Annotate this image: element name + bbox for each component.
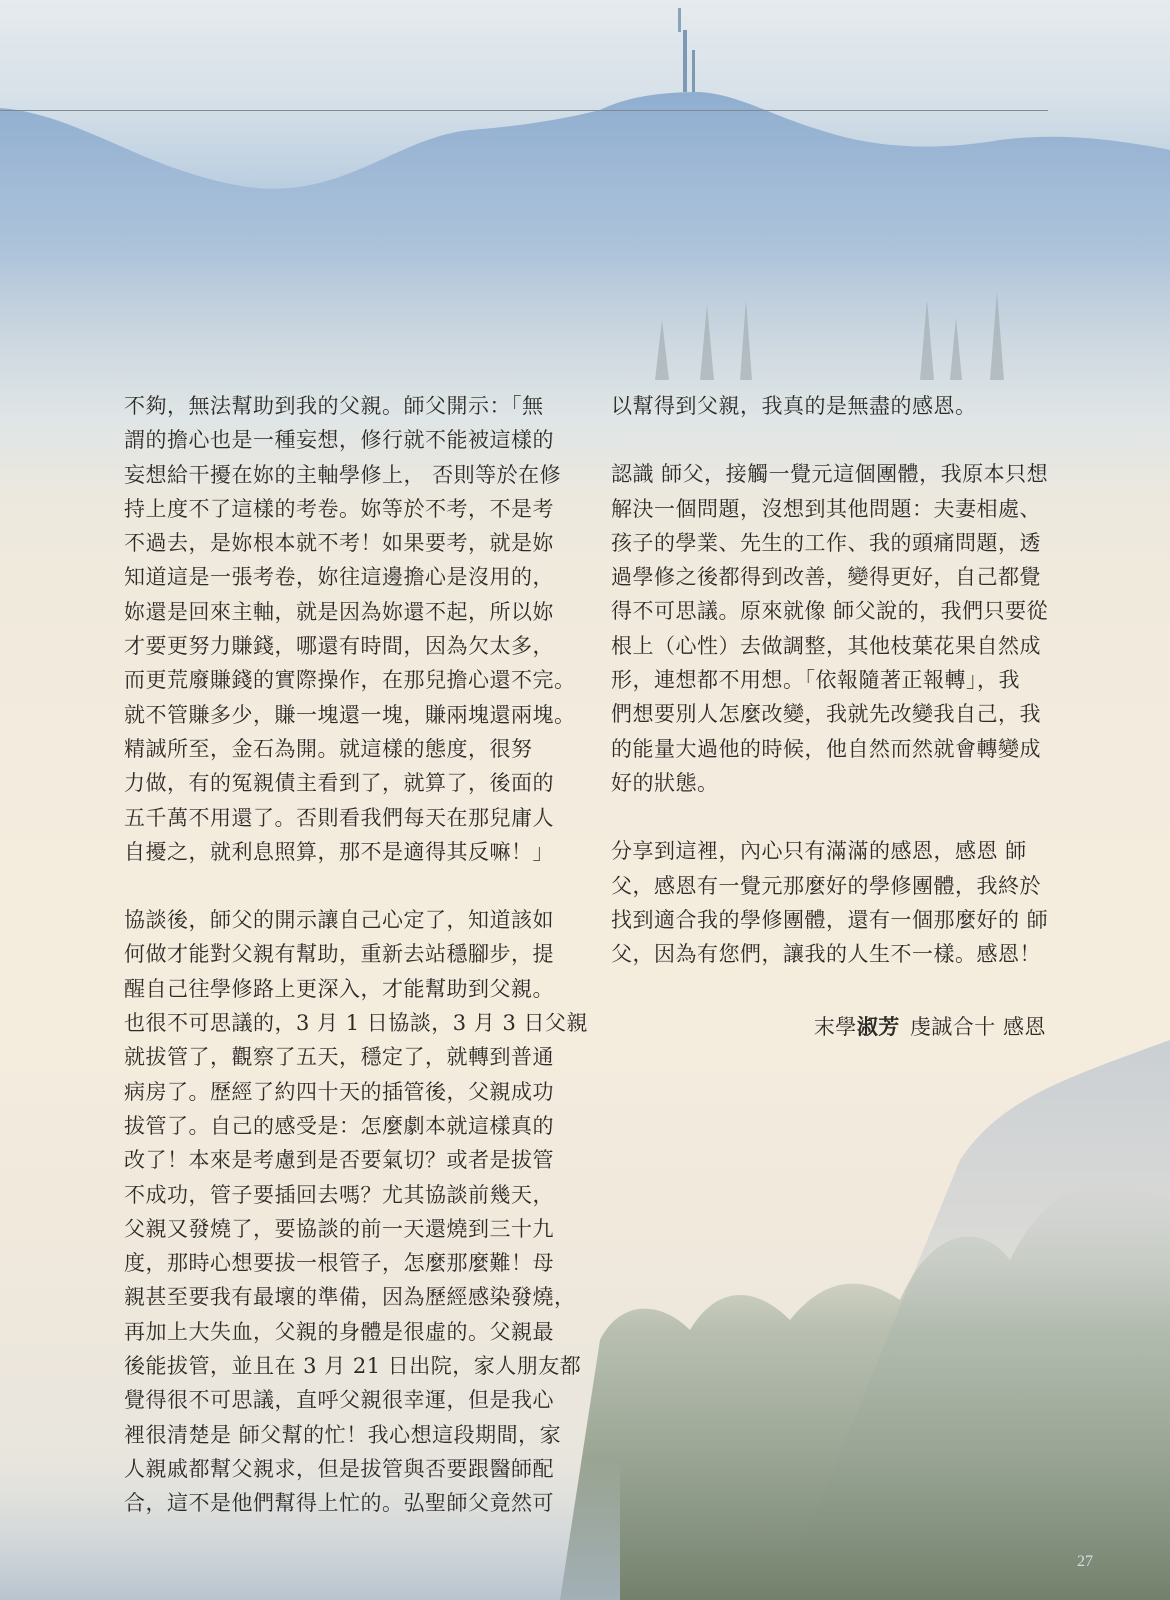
text-line: 五千萬不用還了。否則看我們每天在那兒庸人 xyxy=(124,805,554,830)
text-line: 也很不可思議的，3 月 1 日協談，3 月 3 日父親 xyxy=(124,1011,588,1036)
text-line: 找到適合我的學修團體，還有一個那麼好的 師 xyxy=(611,907,1049,932)
signature xyxy=(814,1011,1046,1041)
text-line: 謂的擔心也是一種妄想，修行就不能被這樣的 xyxy=(124,428,554,453)
page-number: 27 xyxy=(1077,1553,1093,1570)
text-line: 就拔管了，觀察了五天，穩定了，就轉到普通 xyxy=(124,1045,554,1070)
text-line: 就不管賺多少，賺一塊還一塊，賺兩塊還兩塊。 xyxy=(124,702,576,727)
text-line: 好的狀態。 xyxy=(611,770,719,795)
text-line: 妳還是回來主軸，就是因為妳還不起，所以妳 xyxy=(124,599,554,624)
text-line: 父親又發燒了，要協談的前一天還燒到三十九 xyxy=(124,1216,554,1241)
right-paragraph-3 xyxy=(611,834,1051,971)
text-line: 病房了。歷經了約四十天的插管後，父親成功 xyxy=(124,1079,554,1104)
text-line: 形，連想都不用想。「依報隨著正報轉」，我 xyxy=(611,668,1020,693)
text-line: 父，因為有您們，讓我的人生不一樣。感恩！ xyxy=(611,942,1041,967)
text-line: 知道這是一張考卷，妳往這邊擔心是沒用的， xyxy=(124,565,554,590)
signature-suffix: 虔誠合十 感恩 xyxy=(909,1015,1046,1039)
text-line: 改了！本來是考慮到是否要氣切？或者是拔管 xyxy=(124,1148,554,1173)
text-line: 不過去，是妳根本就不考！如果要考，就是妳 xyxy=(124,531,554,556)
right-text-column xyxy=(611,389,1051,971)
header-rule xyxy=(0,110,1048,111)
right-paragraph-1 xyxy=(611,389,1051,423)
text-line: 孩子的學業、先生的工作、我的頭痛問題，透 xyxy=(611,530,1041,555)
text-line: 持上度不了這樣的考卷。妳等於不考，不是考 xyxy=(124,496,554,521)
text-line: 以幫得到父親，我真的是無盡的感恩。 xyxy=(611,394,977,418)
text-line: 力做，有的冤親債主看到了，就算了，後面的 xyxy=(124,771,554,796)
text-line: 妄想給干擾在妳的主軸學修上， 否則等於在修 xyxy=(124,462,562,487)
text-line: 醒自己往學修路上更深入，才能幫助到父親。 xyxy=(124,976,554,1001)
text-line: 分享到這裡，內心只有滿滿的感恩，感恩 師 xyxy=(611,839,1027,864)
text-line: 協談後，師父的開示讓自己心定了，知道該如 xyxy=(124,908,554,933)
left-paragraph-1 xyxy=(124,389,576,869)
text-line: 認識 師父，接觸一覺元這個團體，我原本只想 xyxy=(611,462,1049,487)
text-line: 而更荒廢賺錢的實際操作，在那兒擔心還不完。 xyxy=(124,668,576,693)
text-line: 後能拔管，並且在 3 月 21 日出院，家人朋友都 xyxy=(124,1354,582,1379)
right-paragraph-2 xyxy=(611,457,1051,800)
text-line: 的能量大過他的時候，他自然而然就會轉變成 xyxy=(611,736,1041,761)
text-line: 人親戚都幫父親求，但是拔管與否要跟醫師配 xyxy=(124,1456,554,1481)
text-line: 合，這不是他們幫得上忙的。弘聖師父竟然可 xyxy=(124,1491,554,1516)
text-line: 根上（心性）去做調整，其他枝葉花果自然成 xyxy=(611,633,1041,658)
text-line: 何做才能對父親有幫助，重新去站穩腳步，提 xyxy=(124,942,554,967)
text-line: 得不可思議。原來就像 師父說的，我們只要從 xyxy=(611,599,1049,624)
text-line: 精誠所至，金石為開。就這樣的態度，很努 xyxy=(124,736,533,761)
text-line: 不夠，無法幫助到我的父親。師父開示：「無 xyxy=(124,394,544,418)
text-line: 自擾之，就利息照算，那不是適得其反嘛！」 xyxy=(124,839,554,864)
signature-prefix: 末學 xyxy=(813,1015,857,1039)
text-line: 親甚至要我有最壞的準備，因為歷經感染發燒， xyxy=(124,1285,576,1310)
text-line: 過學修之後都得到改善，變得更好，自己都覺 xyxy=(611,565,1041,590)
signature-name: 淑芳 xyxy=(856,1014,900,1039)
text-line: 度，那時心想要拔一根管子，怎麼那麼難！母 xyxy=(124,1251,554,1276)
left-text-column xyxy=(124,389,588,1521)
text-line: 再加上大失血，父親的身體是很虛的。父親最 xyxy=(124,1319,554,1344)
text-line: 裡很清楚是 師父幫的忙！我心想這段期間，家 xyxy=(124,1422,562,1447)
text-line: 不成功，管子要插回去嗎？尤其協談前幾天， xyxy=(124,1182,554,1207)
text-line: 拔管了。自己的感受是：怎麼劇本就這樣真的 xyxy=(124,1113,554,1138)
left-paragraph-2 xyxy=(124,903,588,1520)
text-line: 父，感恩有一覺元那麼好的學修團體，我終於 xyxy=(611,873,1041,898)
text-line: 覺得很不可思議，直呼父親很幸運，但是我心 xyxy=(124,1388,554,1413)
text-line: 才要更努力賺錢，哪還有時間，因為欠太多， xyxy=(124,634,554,659)
text-line: 解決一個問題，沒想到其他問題：夫妻相處、 xyxy=(611,496,1041,521)
text-line: 們想要別人怎麼改變，我就先改變我自己，我 xyxy=(611,702,1041,727)
